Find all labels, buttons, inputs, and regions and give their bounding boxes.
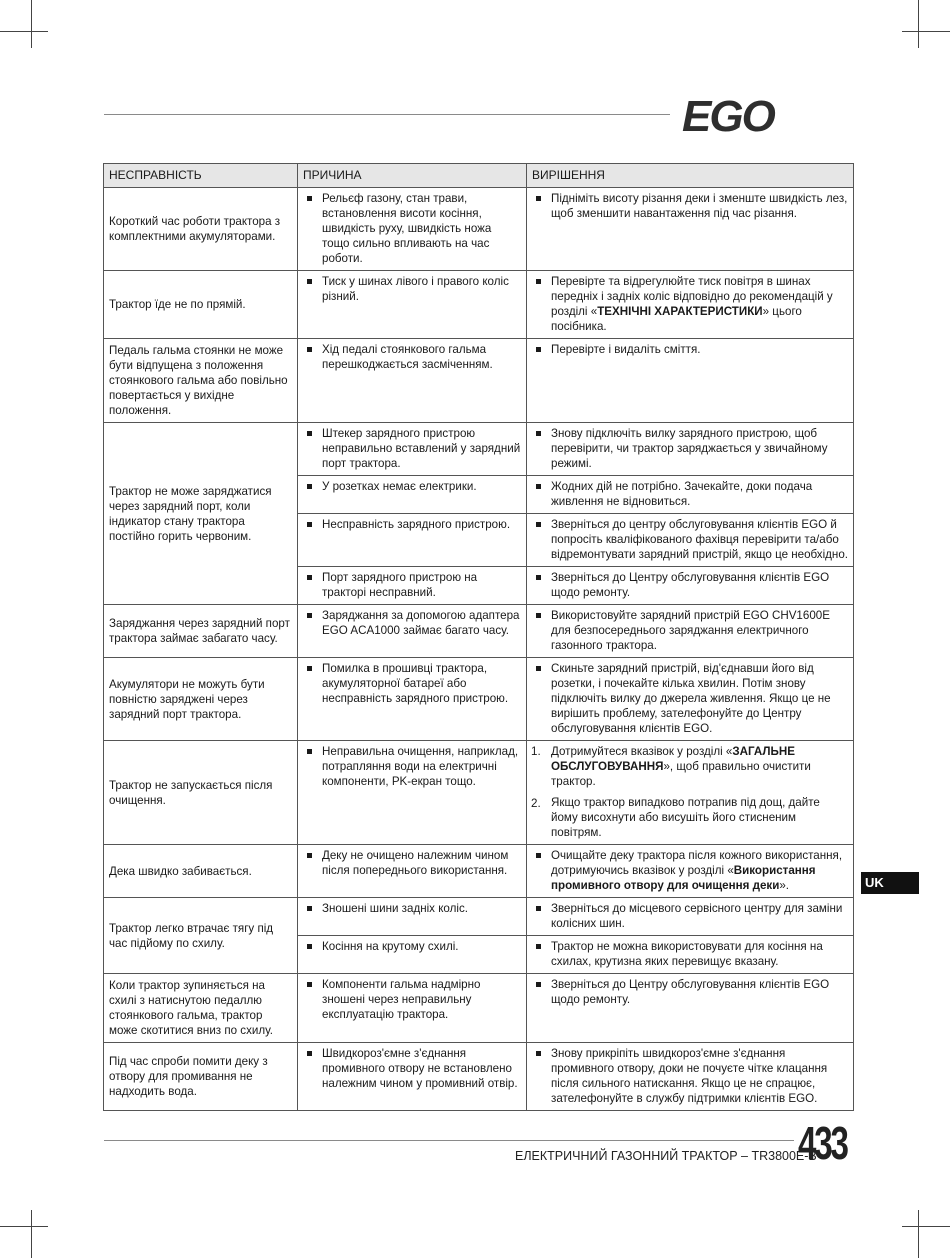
solution-cell (527, 514, 854, 567)
cause-text: Неправильна очищення, наприклад, потрапляння води на електричні компоненти, PK-екран тощо. (298, 741, 526, 793)
solution-cell (527, 898, 854, 936)
table-row (104, 605, 854, 658)
cause-text: Швидкороз'ємне з'єднання промивного отвору не встановлено належним чином у промивний отвір. (298, 1043, 526, 1095)
table-row (104, 741, 854, 845)
cause-text: Косіння на крутому схилі. (298, 936, 526, 958)
table-row (104, 1043, 854, 1111)
solution-text: Перевірте і видаліть сміття. (527, 339, 853, 361)
table-row (104, 898, 854, 936)
crop-mark (31, 1210, 32, 1258)
cause-cell (298, 845, 527, 898)
solution-text: Жодних дій не потрібно. Зачекайте, доки подача живлення не відновиться. (527, 476, 853, 513)
crop-mark (0, 31, 48, 32)
cause-text: Порт зарядного пристрою на тракторі несправний. (298, 567, 526, 604)
cause-cell (298, 741, 527, 845)
logo-text: EGO (682, 94, 774, 134)
cause-cell (298, 514, 527, 567)
solution-cell (527, 974, 854, 1043)
cause-text: Хід педалі стоянкового гальма перешкоджається засміченням. (298, 339, 526, 376)
fault-cell: Трактор не може заряджатися через зарядний порт, коли індикатор стану трактора постійно горить червоним. (104, 423, 298, 605)
solution-text: Використовуйте зарядний пристрій EGO CHV1600E для безпосереднього заряджання електричного газонного трактора. (527, 605, 853, 657)
solution-text: Зверніться до Центру обслуговування клієнтів EGO щодо ремонту. (527, 567, 853, 604)
cause-text: У розетках немає електрики. (298, 476, 526, 498)
cause-text: Тиск у шинах лівого і правого коліс різний. (298, 271, 526, 308)
ego-logo (680, 94, 852, 134)
fault-cell: Під час спроби помити деку з отвору для промивання не надходить вода. (104, 1043, 298, 1111)
crop-mark (902, 1226, 950, 1227)
fault-cell: Акумулятори не можуть бути повністю заряджені через зарядний порт трактора. (104, 658, 298, 741)
cause-text: Компоненти гальма надмірно зношені через неправильну експлуатацію трактора. (298, 974, 526, 1026)
section-reference: ТЕХНІЧНІ ХАРАКТЕРИСТИКИ (597, 305, 763, 318)
solution-cell (527, 936, 854, 974)
page-number: 433 (798, 1117, 847, 1169)
cause-cell (298, 271, 527, 339)
header-cause: ПРИЧИНА (298, 164, 527, 188)
cause-cell (298, 1043, 527, 1111)
cause-cell (298, 605, 527, 658)
solution-step: 2. Якщо трактор випадково потрапив під дощ, дайте йому висохнути або висушіть його стисненим повітрям. (531, 796, 820, 839)
solution-text: Зверніться до Центру обслуговування клієнтів EGO щодо ремонту. (527, 974, 853, 1011)
cause-cell (298, 567, 527, 605)
solution-cell (527, 605, 854, 658)
solution-cell (527, 658, 854, 741)
solution-text: Скиньте зарядний пристрій, від'єднавши його від розетки, і почекайте кілька хвилин. Потім знову підключіть вилку до джерела живлення. Якщо це не вирішить проблему, зателефонуйте до Центру обслуговування клієнтів EGO. (527, 658, 853, 740)
cause-cell (298, 898, 527, 936)
solution-text: Зверніться до центру обслуговування клієнтів EGO й попросіть кваліфікованого фахівця перевірити та/або відремонтувати зарядний пристрій, якщо це необхідно. (527, 514, 853, 566)
crop-mark (0, 1226, 48, 1227)
troubleshooting-table (103, 163, 854, 1111)
solution-text: Зверніться до місцевого сервісного центру для заміни колісних шин. (527, 898, 853, 935)
fault-cell: Дека швидко забивається. (104, 845, 298, 898)
section-reference: Використання промивного отвору для очищення деки (551, 864, 816, 892)
fault-cell: Трактор не запускається після очищення. (104, 741, 298, 845)
crop-mark (918, 1210, 919, 1258)
table-row (104, 188, 854, 271)
solution-text: Трактор не можна використовувати для косіння на схилах, крутизна яких перевищує вказану. (527, 936, 853, 973)
solution-cell (527, 423, 854, 476)
header-solution: ВИРІШЕННЯ (527, 164, 854, 188)
solution-cell (527, 741, 854, 845)
solution-cell (527, 1043, 854, 1111)
fault-cell: Коли трактор зупиняється на схилі з натиснутою педаллю стоянкового гальма, трактор може скотитися вниз по схилу. (104, 974, 298, 1043)
cause-cell (298, 188, 527, 271)
solution-text: Знову прикріпіть швидкороз'ємне з'єднання промивного отвору, доки не почуєте чітке клацання після сильного натискання. Якщо це не спрацює, зателефонуйте в службу підтримки клієнтів EGO. (527, 1043, 853, 1110)
solution-cell (527, 845, 854, 898)
header-rule (104, 114, 670, 115)
crop-mark (902, 31, 950, 32)
cause-text: Заряджання за допомогою адаптера EGO ACA1000 займає багато часу. (298, 605, 526, 642)
cause-cell (298, 423, 527, 476)
table-row (104, 423, 854, 476)
cause-text: Рельєф газону, стан трави, встановлення висоти косіння, швидкість руху, швидкість ножа тощо сильно впливають на час роботи. (298, 188, 526, 270)
cause-cell (298, 476, 527, 514)
fault-cell: Педаль гальма стоянки не може бути відпущена з положення стоянкового гальма або повільно повертається у вихідне положення. (104, 339, 298, 423)
crop-mark (918, 0, 919, 48)
cause-cell (298, 936, 527, 974)
step-number: 1. (531, 745, 541, 758)
table-row (104, 974, 854, 1043)
fault-cell: Короткий час роботи трактора з комплектними акумуляторами. (104, 188, 298, 271)
solution-text: Очищайте деку трактора після кожного використання, дотримуючись вказівок у розділі «Використання промивного отвору для очищення деки». (527, 845, 853, 897)
footer-title: ЕЛЕКТРИЧНИЙ ГАЗОННИЙ ТРАКТОР – TR3800E-B (515, 1149, 817, 1163)
crop-mark (31, 0, 32, 48)
cause-text: Деку не очищено належним чином після попереднього використання. (298, 845, 526, 882)
table-row (104, 271, 854, 339)
solution-cell (527, 188, 854, 271)
cause-text: Помилка в прошивці трактора, акумуляторної батареї або несправність зарядного пристрою. (298, 658, 526, 710)
table-header-row (104, 164, 854, 188)
section-reference: ЗАГАЛЬНЕ ОБСЛУГОВУВАННЯ (551, 745, 795, 773)
solution-step: 1. Дотримуйтеся вказівок у розділі «ЗАГАЛЬНЕ ОБСЛУГОВУВАННЯ», щоб правильно очистити трактор. (531, 745, 811, 788)
solution-text: Знову підключіть вилку зарядного пристрою, щоб перевірити, чи трактор заряджається у звичайному режимі. (527, 423, 853, 475)
table-row (104, 658, 854, 741)
header-fault: НЕСПРАВНІСТЬ (104, 164, 298, 188)
cause-text: Несправність зарядного пристрою. (298, 514, 526, 536)
fault-cell: Заряджання через зарядний порт трактора займає забагато часу. (104, 605, 298, 658)
footer-rule (104, 1140, 794, 1141)
cause-text: Штекер зарядного пристрою неправильно вставлений у зарядний порт трактора. (298, 423, 526, 475)
language-tab: UK (861, 872, 919, 894)
solution-text: Підніміть висоту різання деки і зменште швидкість лез, щоб зменшити навантаження під час різання. (527, 188, 853, 225)
solution-cell (527, 476, 854, 514)
solution-cell (527, 567, 854, 605)
solution-text: Перевірте та відрегулюйте тиск повітря в шинах передніх і задніх коліс відповідно до рекомендацій у розділі «ТЕХНІЧНІ ХАРАКТЕРИСТИКИ» цього посібника. (527, 271, 853, 338)
cause-cell (298, 339, 527, 423)
solution-cell (527, 339, 854, 423)
fault-cell: Трактор легко втрачає тягу під час підйому по схилу. (104, 898, 298, 974)
cause-cell (298, 658, 527, 741)
cause-cell (298, 974, 527, 1043)
cause-text: Зношені шини задніх коліс. (298, 898, 526, 920)
fault-cell: Трактор їде не по прямій. (104, 271, 298, 339)
step-number: 2. (531, 797, 541, 810)
table-row (104, 339, 854, 423)
table-row (104, 845, 854, 898)
solution-cell (527, 271, 854, 339)
